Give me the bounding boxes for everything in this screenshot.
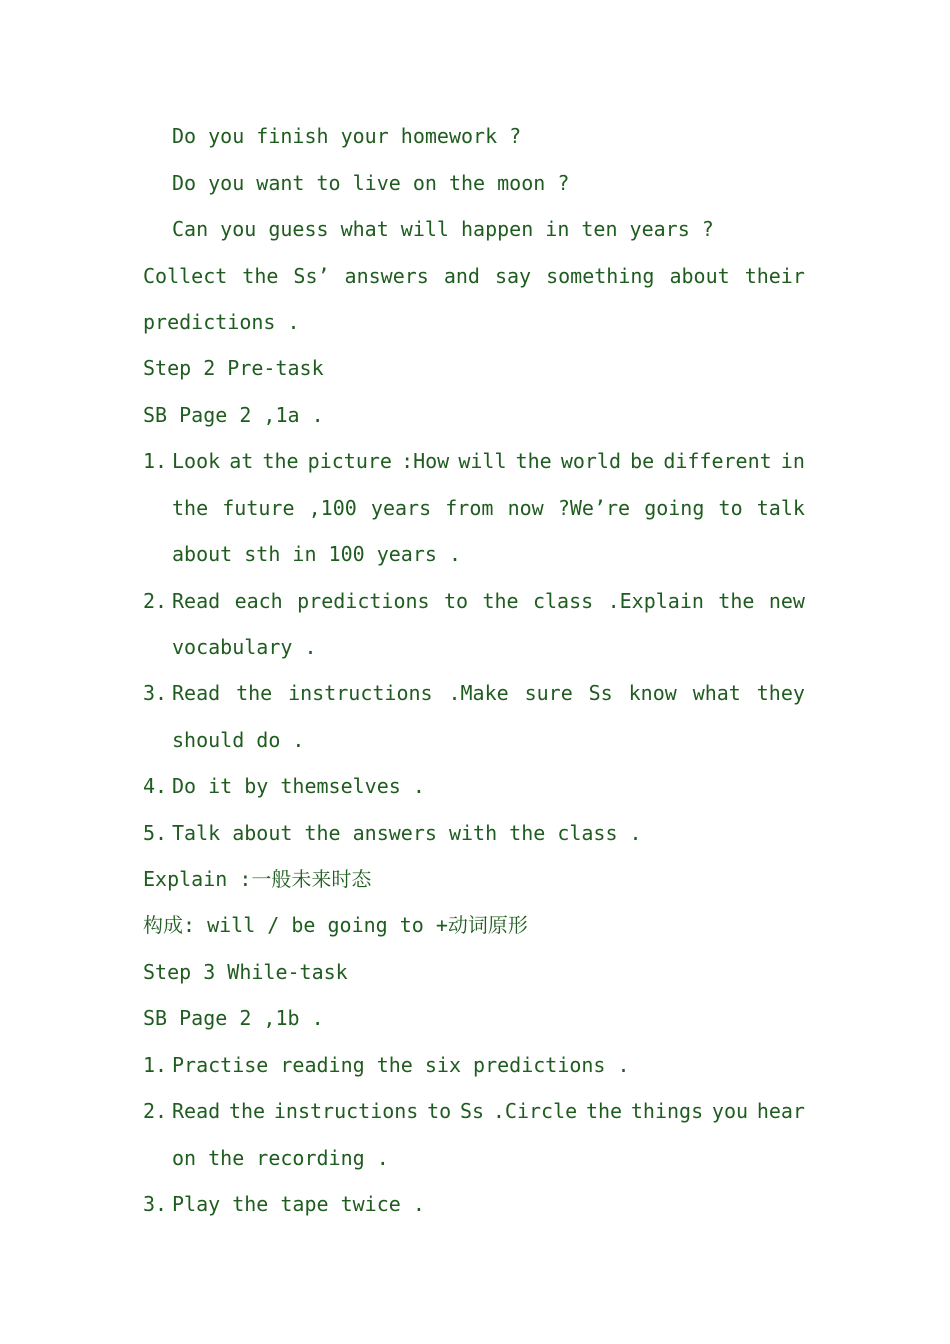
step2-item-2-line-1: Read each predictions to the class .Explain the new bbox=[172, 589, 805, 613]
step2-heading: Step 2 Pre-task bbox=[143, 356, 324, 380]
step3-item-3-number: 3. bbox=[143, 1192, 168, 1216]
step2-item-3-line-2: should do . bbox=[172, 728, 305, 752]
step2-item-3-number: 3. bbox=[143, 681, 168, 705]
step2-item-1-number: 1. bbox=[143, 449, 168, 473]
step3-item-1-line-1: Practise reading the six predictions . bbox=[172, 1053, 630, 1077]
step2-item-4-line-1: Do it by themselves . bbox=[172, 774, 425, 798]
step2-item-1-line-3: about sth in 100 years . bbox=[172, 542, 461, 566]
step3-item-1-number: 1. bbox=[143, 1053, 168, 1077]
step3-item-2-line-2: on the recording . bbox=[172, 1146, 389, 1170]
step3-item-2-line-1: Read the instructions to Ss .Circle the things you hear bbox=[172, 1099, 805, 1123]
step2-item-2-line-2: vocabulary . bbox=[172, 635, 317, 659]
structure-line: 构成: will / be going to +动词原形 bbox=[143, 913, 528, 937]
step3-item-3-line-1: Play the tape twice . bbox=[172, 1192, 425, 1216]
collect-line-1: Collect the Ss’ answers and say something about their bbox=[143, 264, 805, 288]
step2-item-4-number: 4. bbox=[143, 774, 168, 798]
step2-item-1-line-2: the future ,100 years from now ?We’re going to talk bbox=[172, 496, 805, 520]
step2-item-1-line-1: Look at the picture :How will the world be different in bbox=[172, 449, 805, 473]
question-3: Can you guess what will happen in ten years ? bbox=[172, 217, 714, 241]
step2-item-5-line-1: Talk about the answers with the class . bbox=[172, 821, 642, 845]
collect-line-2: predictions . bbox=[143, 310, 300, 334]
step2-item-5-number: 5. bbox=[143, 821, 168, 845]
step3-item-2-number: 2. bbox=[143, 1099, 168, 1123]
step2-page-ref: SB Page 2 ,1a . bbox=[143, 403, 324, 427]
question-2: Do you want to live on the moon ? bbox=[172, 171, 570, 195]
question-1: Do you finish your homework ? bbox=[172, 124, 522, 148]
step3-page-ref: SB Page 2 ,1b . bbox=[143, 1006, 324, 1030]
step2-item-2-number: 2. bbox=[143, 589, 168, 613]
explain-line: Explain :一般未来时态 bbox=[143, 867, 372, 891]
step3-heading: Step 3 While-task bbox=[143, 960, 348, 984]
step2-item-3-line-1: Read the instructions .Make sure Ss know what they bbox=[172, 681, 805, 705]
